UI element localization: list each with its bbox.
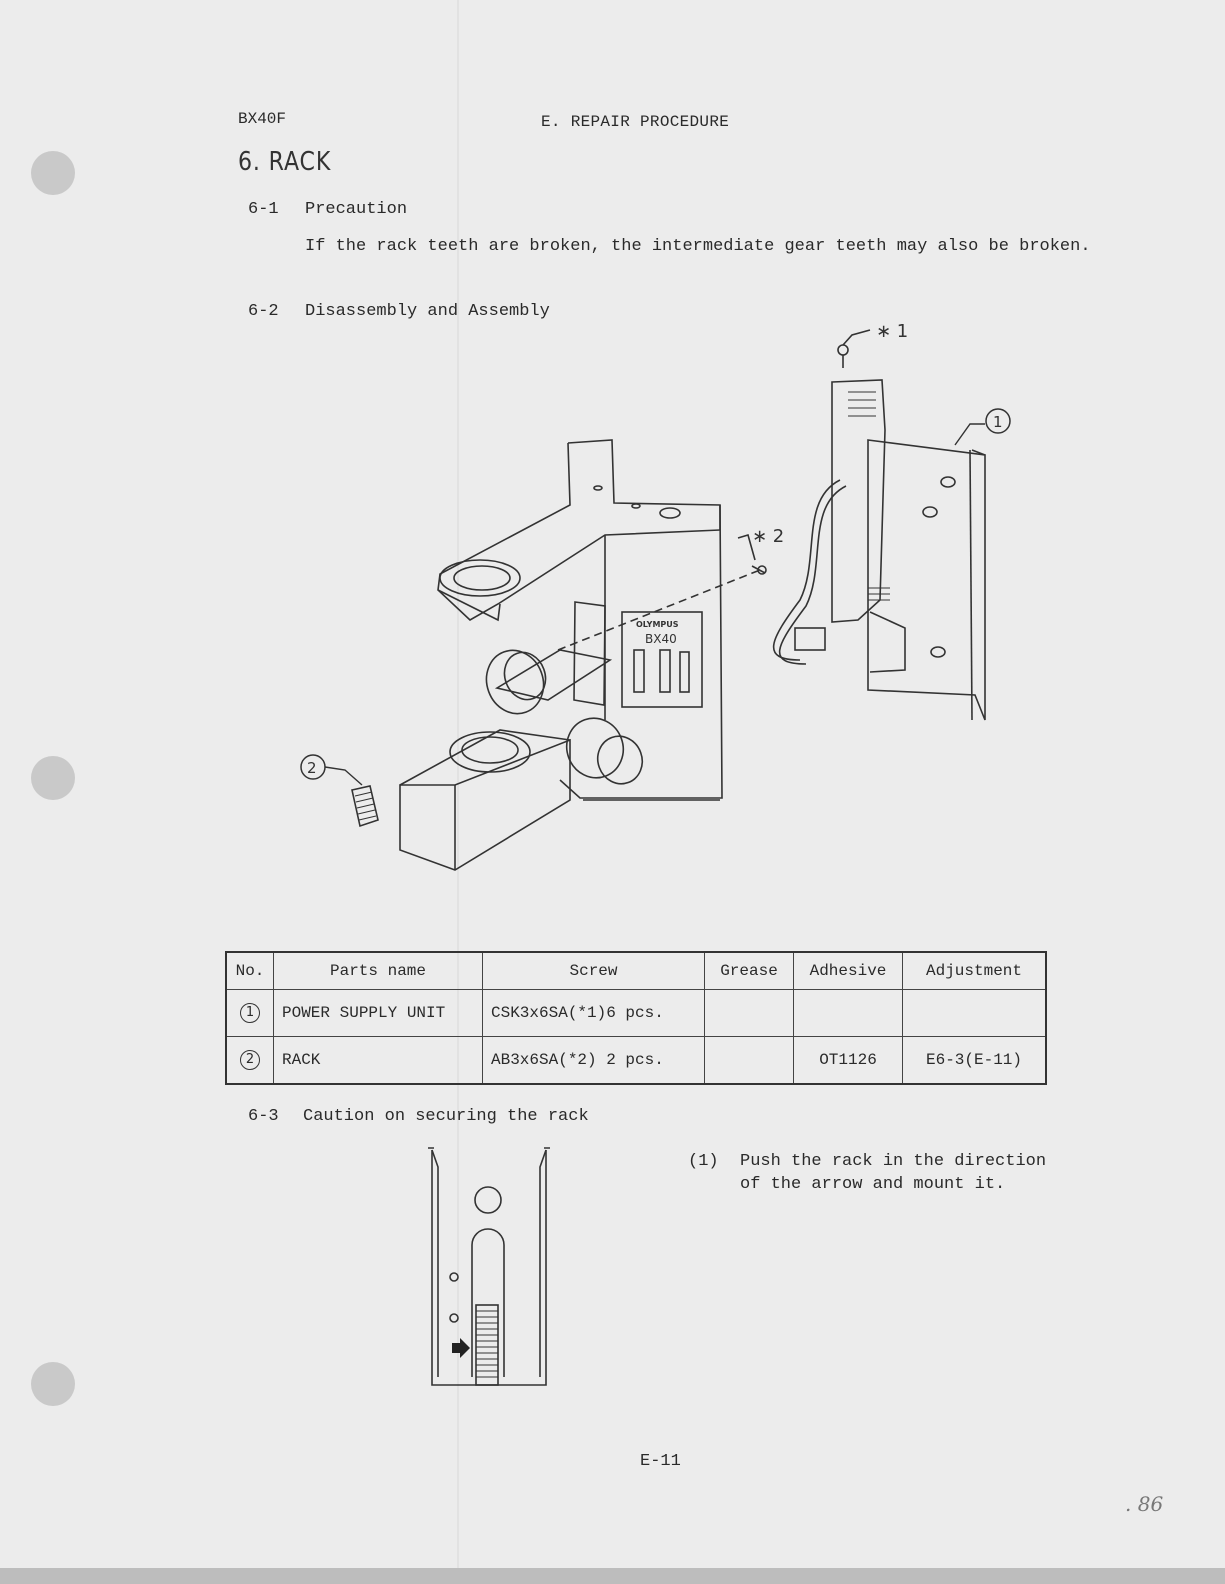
step-number: (1) — [688, 1152, 719, 1171]
disassembly-number: 6-2 — [248, 302, 279, 321]
row-adhesive: OT1126 — [794, 1037, 903, 1085]
push-direction-arrow-icon — [452, 1338, 470, 1358]
row-adhesive — [794, 990, 903, 1037]
row-parts-name: POWER SUPPLY UNIT — [274, 990, 483, 1037]
microscope-brand-label: OLYMPUS — [636, 620, 679, 629]
rack-mounting-figure — [424, 1145, 564, 1395]
step-text-line-2: of the arrow and mount it. — [740, 1175, 1006, 1194]
precaution-text: If the rack teeth are broken, the intermediate gear teeth may also be broken. — [305, 237, 1091, 256]
row-number: 2 — [240, 1050, 260, 1070]
row-parts-name: RACK — [274, 1037, 483, 1085]
header-model: BX40F — [238, 110, 287, 128]
header-chapter: E. REPAIR PROCEDURE — [541, 113, 730, 131]
row-grease — [705, 990, 794, 1037]
part-1-number: 1 — [993, 413, 1003, 431]
col-header-parts-name: Parts name — [274, 952, 483, 990]
row-adjustment — [903, 990, 1047, 1037]
table-row — [226, 990, 1046, 1037]
caution-heading: Caution on securing the rack — [303, 1107, 589, 1126]
power-supply-unit-drawing — [774, 380, 985, 720]
screw-1-callout: ∗ 1 — [876, 321, 909, 342]
col-header-adjustment: Adjustment — [903, 952, 1047, 990]
binder-hole-bottom — [31, 1362, 75, 1406]
row-adjustment: E6-3(E-11) — [903, 1037, 1047, 1085]
parts-table — [225, 951, 1047, 1085]
part-1-callout — [955, 409, 1010, 445]
precaution-number: 6-1 — [248, 200, 279, 219]
handwritten-page-note: . 86 — [1125, 1492, 1164, 1516]
step-text-line-1: Push the rack in the direction — [740, 1152, 1047, 1171]
row-number: 1 — [240, 1003, 260, 1023]
caution-number: 6-3 — [248, 1107, 279, 1126]
table-row — [226, 1037, 1046, 1085]
col-header-no: No. — [226, 952, 274, 990]
col-header-adhesive: Adhesive — [794, 952, 903, 990]
col-header-grease: Grease — [705, 952, 794, 990]
microscope-frame-drawing — [400, 440, 760, 870]
table-header-row — [226, 952, 1046, 990]
microscope-model-label: BX40 — [645, 632, 677, 646]
col-header-screw: Screw — [483, 952, 705, 990]
disassembly-heading: Disassembly and Assembly — [305, 302, 550, 321]
page-number: E-11 — [640, 1452, 681, 1471]
row-grease — [705, 1037, 794, 1085]
scan-bottom-edge — [0, 1568, 1225, 1584]
row-no-cell — [226, 990, 274, 1037]
screw-1-drawing — [838, 330, 870, 368]
rack-part-drawing — [301, 755, 378, 826]
screw-2-callout: ∗ 2 — [752, 526, 785, 547]
part-2-number: 2 — [307, 759, 317, 777]
row-screw: AB3x6SA(*2) 2 pcs. — [483, 1037, 705, 1085]
row-screw: CSK3x6SA(*1)6 pcs. — [483, 990, 705, 1037]
section-title: 6. RACK — [238, 147, 332, 177]
row-no-cell — [226, 1037, 274, 1085]
precaution-heading: Precaution — [305, 200, 408, 219]
